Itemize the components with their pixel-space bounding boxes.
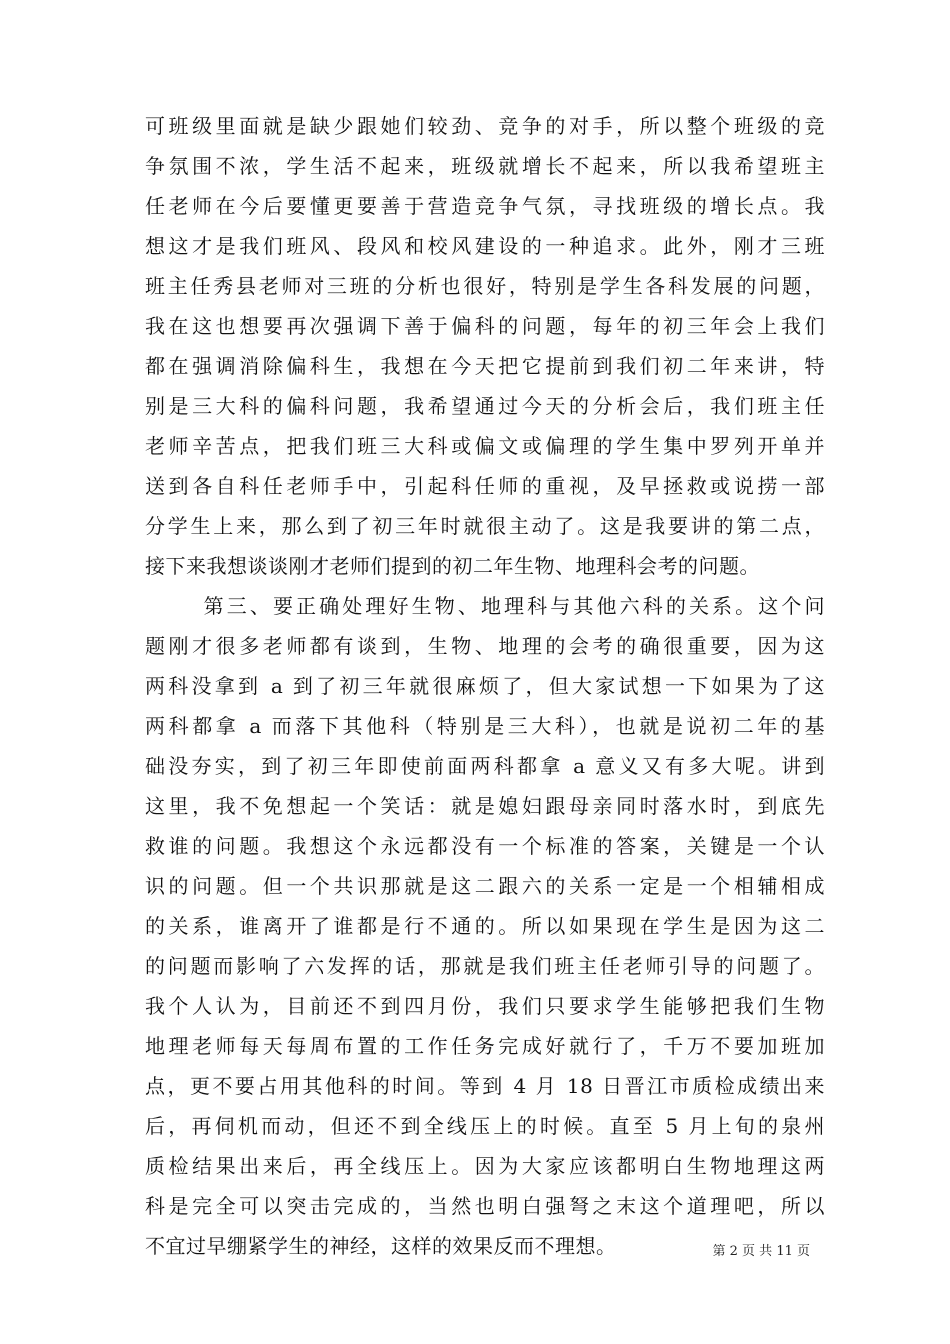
text-line: 老师辛苦点，把我们班三大科或偏文或偏理的学生集中罗列开单并 xyxy=(145,434,825,458)
text-line: 的关系，谁离开了谁都是行不通的。所以如果现在学生是因为这二 xyxy=(145,914,825,938)
text-line: 别是三大科的偏科问题，我希望通过今天的分析会后，我们班主任 xyxy=(145,394,825,418)
text-line: 争氛围不浓，学生活不起来，班级就增长不起来，所以我希望班主 xyxy=(145,154,825,178)
text-line: 班主任秀县老师对三班的分析也很好，特别是学生各科发展的问题， xyxy=(145,274,825,298)
text-line: 我个人认为，目前还不到四月份，我们只要求学生能够把我们生物 xyxy=(145,994,825,1018)
text-line: 我在这也想要再次强调下善于偏科的问题，每年的初三年会上我们 xyxy=(145,314,825,338)
text-line: 点，更不要占用其他科的时间。等到 4 月 18 日晋江市质检成绩出来 xyxy=(145,1074,825,1098)
text-line: 这里，我不免想起一个笑话：就是媳妇跟母亲同时落水时，到底先 xyxy=(145,794,825,818)
text-line: 科是完全可以突击完成的，当然也明白强弩之末这个道理吧，所以 xyxy=(145,1194,825,1218)
text-line: 接下来我想谈谈刚才老师们提到的初二年生物、地理科会考的问题。 xyxy=(145,554,760,578)
text-line: 后，再伺机而动，但还不到全线压上的时候。直至 5 月上旬的泉州 xyxy=(145,1114,825,1138)
text-line: 送到各自科任老师手中，引起科任师的重视，及早拯救或说捞一部 xyxy=(145,474,825,498)
paragraph-first-line xyxy=(145,586,825,626)
text-line: 分学生上来，那么到了初三年时就很主动了。这是我要讲的第二点， xyxy=(145,514,825,538)
text-line: 第三、要正确处理好生物、地理科与其他六科的关系。这个问 xyxy=(201,594,825,618)
text-line: 的问题而影响了六发挥的话，那就是我们班主任老师引导的问题了。 xyxy=(145,954,825,978)
text-line: 两科都拿 a 而落下其他科（特别是三大科），也就是说初二年的基 xyxy=(145,714,825,738)
text-line: 想这才是我们班风、段风和校风建设的一种追求。此外，刚才三班 xyxy=(145,234,825,258)
text-line: 任老师在今后要懂更要善于营造竞争气氛，寻找班级的增长点。我 xyxy=(145,194,825,218)
text-line: 识的问题。但一个共识那就是这二跟六的关系一定是一个相辅相成 xyxy=(145,874,825,898)
text-line: 不宜过早绷紧学生的神经，这样的效果反而不理想。 xyxy=(145,1234,617,1258)
body-text xyxy=(145,106,825,1266)
text-line: 两科没拿到 a 到了初三年就很麻烦了，但大家试想一下如果为了这 xyxy=(145,674,825,698)
page-number: 第 2 页 共 11 页 xyxy=(712,1244,810,1259)
text-line: 质检结果出来后，再全线压上。因为大家应该都明白生物地理这两 xyxy=(145,1154,825,1178)
text-line: 可班级里面就是缺少跟她们较劲、竞争的对手，所以整个班级的竞 xyxy=(145,114,825,138)
text-line: 础没夯实，到了初三年即使前面两科都拿 a 意义又有多大呢。讲到 xyxy=(145,754,825,778)
text-line: 题刚才很多老师都有谈到，生物、地理的会考的确很重要，因为这 xyxy=(145,634,825,658)
text-line: 都在强调消除偏科生，我想在今天把它提前到我们初二年来讲，特 xyxy=(145,354,825,378)
text-line: 救谁的问题。我想这个永远都没有一个标准的答案，关键是一个认 xyxy=(145,834,825,858)
text-line: 地理老师每天每周布置的工作任务完成好就行了，千万不要加班加 xyxy=(145,1034,825,1058)
